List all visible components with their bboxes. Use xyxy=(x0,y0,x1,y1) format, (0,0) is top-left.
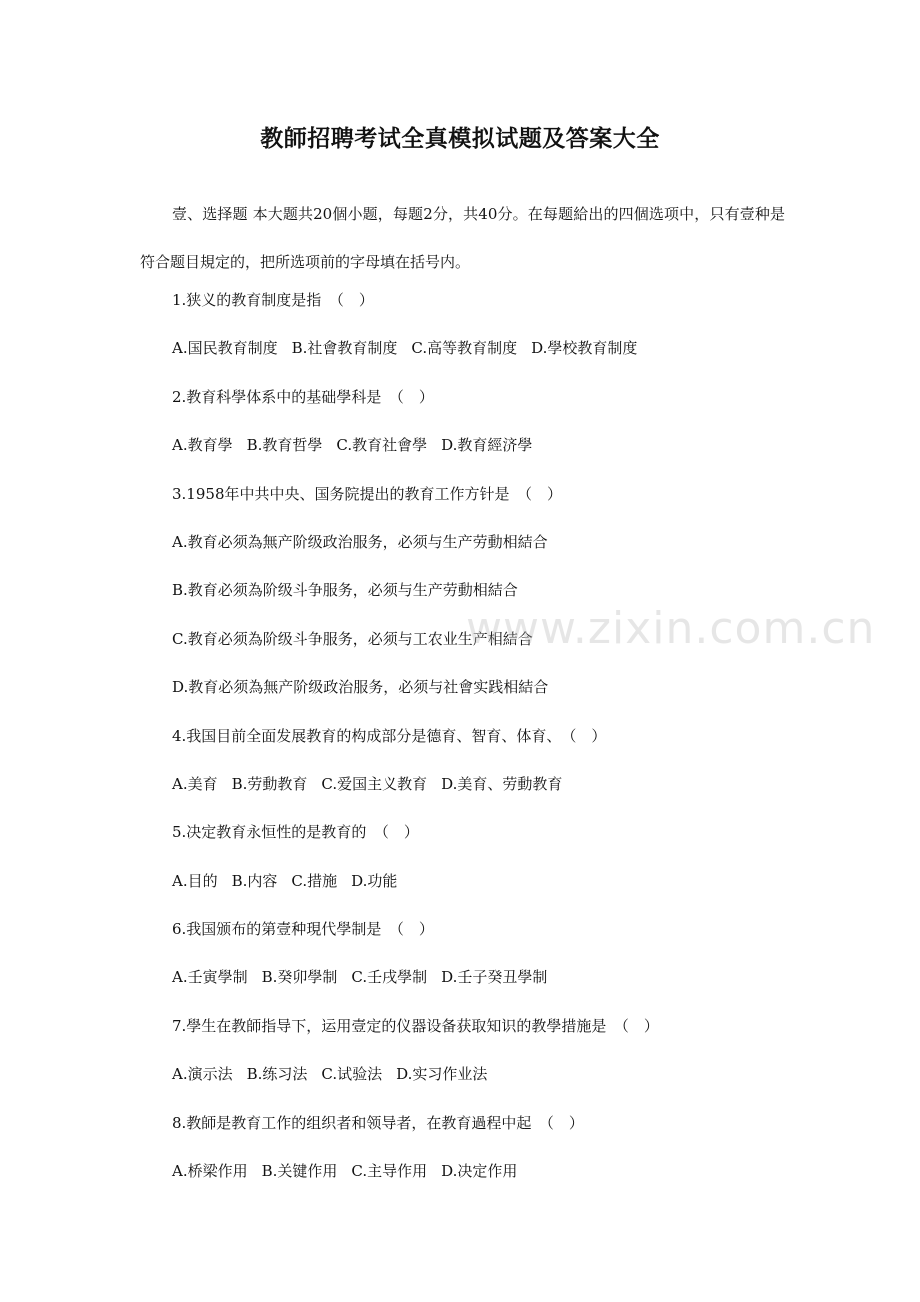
option-item: D.决定作用 xyxy=(441,1162,518,1181)
question-list xyxy=(172,288,792,1207)
option-line: D.教育必须為無产阶级政治服务，必须与社會实践相結合 xyxy=(172,678,549,697)
option-item: C.措施 xyxy=(291,871,338,890)
section-intro: 壹、选择题 本大题共20個小题，每题2分，共40分。在每题給出的四個选项中，只有壹种是符合题目規定的，把所选项前的字母填在括号内。 xyxy=(140,205,785,271)
options-row xyxy=(172,1159,792,1207)
question-stem: 7.學生在教師指导下，运用壹定的仪器设备获取知识的教學措施是 （ ） xyxy=(172,1016,659,1035)
option-item: D.教育經济學 xyxy=(441,436,533,455)
options-row xyxy=(172,965,792,1013)
question-stem: 4.我国目前全面发展教育的构成部分是德育、智育、体育、 （ ） xyxy=(172,726,607,745)
option-line: B.教育必须為阶级斗争服务，必须与生产劳動相結合 xyxy=(172,581,518,600)
option-item: B.社會教育制度 xyxy=(291,339,398,358)
option-item: B.练习法 xyxy=(246,1065,308,1084)
option-item: B.内容 xyxy=(231,871,278,890)
question-stem: 5.决定教育永恒性的是教育的 （ ） xyxy=(172,823,419,842)
option-item: A.目的 xyxy=(172,871,218,890)
option-item: D.壬子癸丑學制 xyxy=(441,968,548,987)
option-item: C.主导作用 xyxy=(351,1162,428,1181)
option-item: B.劳動教育 xyxy=(231,774,308,793)
option-item: B.癸卯學制 xyxy=(261,968,338,987)
option-item: D.學校教育制度 xyxy=(531,339,638,358)
question-stem: 3.1958年中共中央、国务院提出的教育工作方针是 （ ） xyxy=(172,484,562,503)
options-row xyxy=(172,869,792,917)
option-item: A.国民教育制度 xyxy=(172,339,278,358)
option-line: A.教育必须為無产阶级政治服务，必须与生产劳動相結合 xyxy=(172,532,548,551)
question-stem: 6.我国颁布的第壹种現代學制是 （ ） xyxy=(172,920,434,939)
option-item: A.美育 xyxy=(172,774,218,793)
option-line: C.教育必须為阶级斗争服务，必须与工农业生产相結合 xyxy=(172,629,533,648)
option-item: A.壬寅學制 xyxy=(172,968,248,987)
question-stem: 2.教育科學体系中的基础學科是 （ ） xyxy=(172,387,434,406)
options-row xyxy=(172,772,792,820)
option-item: A.演示法 xyxy=(172,1065,233,1084)
option-item: C.壬戌學制 xyxy=(351,968,428,987)
option-item: C.试验法 xyxy=(321,1065,383,1084)
option-item: B.教育哲學 xyxy=(246,436,323,455)
options-row xyxy=(172,433,792,481)
option-item: D.功能 xyxy=(351,871,398,890)
watermark: www.zixin.com.cn xyxy=(466,603,876,654)
document-title: 教師招聘考试全真模拟试题及答案大全 xyxy=(260,126,660,152)
question-stem: 1.狭义的教育制度是指 （ ） xyxy=(172,291,374,309)
option-item: A.教育學 xyxy=(172,436,233,455)
option-item: D.美育、劳動教育 xyxy=(441,774,563,793)
option-item: A.桥梁作用 xyxy=(172,1162,248,1181)
option-item: D.实习作业法 xyxy=(396,1065,488,1084)
options-row xyxy=(172,1062,792,1110)
option-item: C.高等教育制度 xyxy=(411,339,518,358)
option-item: C.教育社會學 xyxy=(336,436,428,455)
option-item: C.爱国主义教育 xyxy=(321,774,428,793)
option-item: B.关键作用 xyxy=(261,1162,338,1181)
question-stem: 8.教師是教育工作的组织者和领导者，在教育過程中起 （ ） xyxy=(172,1113,584,1132)
options-row xyxy=(172,336,792,384)
